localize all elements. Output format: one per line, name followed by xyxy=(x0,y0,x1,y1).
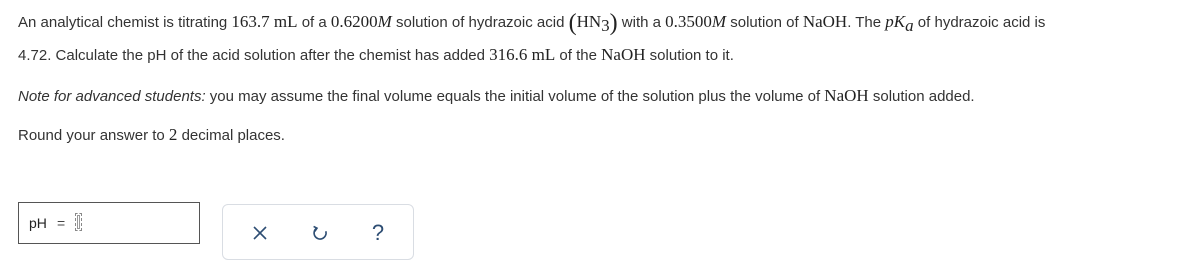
pka-value: 4.72 xyxy=(18,47,48,64)
acid-concentration: 0.6200 xyxy=(330,12,378,31)
molar-unit: M xyxy=(711,12,727,31)
problem-line-2 xyxy=(18,44,734,67)
base-formula: NaOH xyxy=(824,86,869,105)
problem-text: of the xyxy=(555,47,602,64)
ph-label: pH xyxy=(29,215,47,231)
clear-button[interactable] xyxy=(245,219,275,247)
advanced-note xyxy=(18,85,975,108)
base-formula: NaOH xyxy=(601,45,646,64)
base-volume: 316.6 mL xyxy=(489,45,556,64)
answer-toolbar xyxy=(222,204,414,260)
base-concentration: 0.3500 xyxy=(665,12,712,31)
paren-open: ( xyxy=(568,10,577,36)
answer-input[interactable] xyxy=(75,213,82,231)
answer-cursor xyxy=(77,215,80,229)
formula-subscript: 3 xyxy=(601,16,610,35)
acid-formula: HN xyxy=(576,12,602,31)
equals-sign: = xyxy=(57,215,66,231)
round-text: Round your answer to xyxy=(18,127,169,144)
pka-subscript: a xyxy=(905,16,914,35)
note-text: solution added. xyxy=(868,88,975,105)
problem-text: with a xyxy=(617,14,666,31)
answer-box[interactable] xyxy=(18,202,200,244)
problem-text: solution to it. xyxy=(645,47,734,64)
undo-icon xyxy=(310,223,330,243)
paren-close: ) xyxy=(609,10,618,36)
help-icon: ? xyxy=(371,220,385,245)
problem-text: . Calculate the pH of the acid solution after the chemist has added xyxy=(47,47,490,64)
undo-button[interactable] xyxy=(305,219,335,247)
round-text: decimal places. xyxy=(177,127,285,144)
problem-text: solution of xyxy=(726,14,803,31)
pka-p: p xyxy=(885,12,894,31)
problem-line-1 xyxy=(18,11,1045,34)
help-button[interactable] xyxy=(363,219,393,247)
note-text: you may assume the final volume equals the initial volume of the solution plus the volume of xyxy=(205,88,825,105)
decimal-places: 2 xyxy=(168,125,178,144)
base-formula: NaOH xyxy=(802,12,848,31)
molar-unit: M xyxy=(377,12,392,31)
problem-text: of hydrazoic acid is xyxy=(913,14,1046,31)
rounding-instruction xyxy=(18,124,285,147)
problem-text: An analytical chemist is titrating xyxy=(18,14,232,31)
problem-text: of a xyxy=(297,14,331,31)
close-icon xyxy=(252,225,268,241)
acid-volume: 163.7 mL xyxy=(231,12,298,31)
problem-text: solution of hydrazoic acid xyxy=(391,14,569,31)
pka-k: K xyxy=(893,12,906,31)
note-label: Note for advanced students: xyxy=(18,88,206,105)
problem-text: . The xyxy=(847,14,886,31)
